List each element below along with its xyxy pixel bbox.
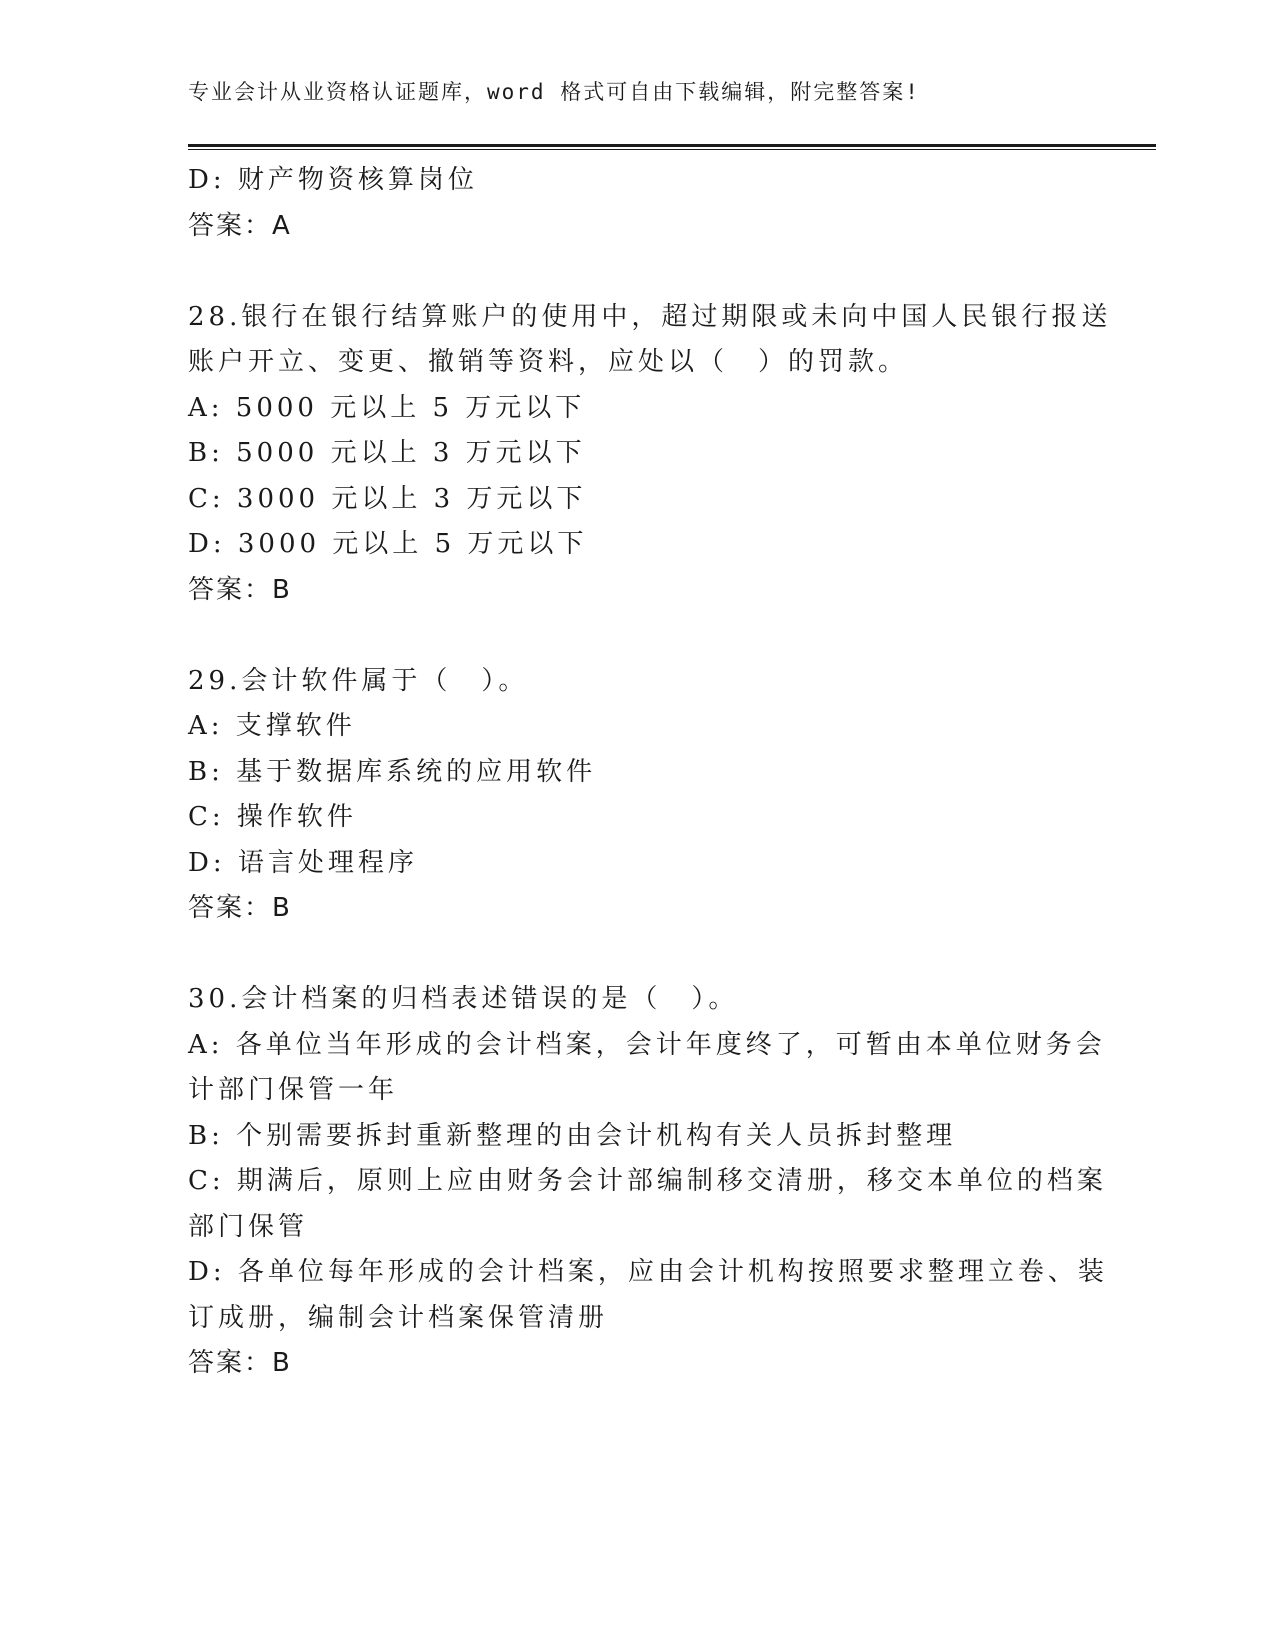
option-d: D: 各单位每年形成的会计档案，应由会计机构按照要求整理立卷、装 — [188, 1257, 1108, 1287]
option-c: C: 3000 元以上 3 万元以下 — [188, 483, 587, 514]
question-text-cont: 账户开立、变更、撤销等资料，应处以（ ）的罚款。 — [188, 347, 909, 377]
option-d: D: 3000 元以上 5 万元以下 — [188, 529, 588, 559]
spacer — [188, 613, 1088, 659]
spacer — [188, 249, 1088, 295]
answer: 答案：B — [188, 893, 292, 923]
option-d: D: 语言处理程序 — [188, 847, 418, 878]
page-header: 专业会计从业资格认证题库，word 格式可自由下载编辑，附完整答案! — [188, 80, 920, 104]
option-d: D: 财产物资核算岗位 — [188, 165, 478, 195]
option-c-cont: 部门保管 — [188, 1211, 309, 1242]
question-text: 28.银行在银行结算账户的使用中，超过期限或未向中国人民银行报送 — [188, 301, 1112, 332]
option-b: B: 5000 元以上 3 万元以下 — [188, 438, 586, 468]
header-divider — [188, 144, 1156, 150]
header-divider-thin — [188, 149, 1156, 150]
option-b: B: 基于数据库系统的应用软件 — [188, 756, 597, 787]
question-28 — [188, 295, 1112, 614]
header-divider-thick — [188, 144, 1156, 147]
option-b: B: 个别需要拆封重新整理的由会计机构有关人员拆封整理 — [188, 1120, 957, 1151]
answer: 答案：B — [188, 574, 292, 605]
answer: 答案：B — [188, 1348, 292, 1378]
spacer — [188, 932, 1088, 978]
option-a: A: 支撑软件 — [188, 711, 356, 741]
question-text: 29.会计软件属于（ ）。 — [188, 665, 529, 696]
option-c: C: 操作软件 — [188, 802, 357, 832]
question-30 — [188, 977, 1108, 1387]
answer: 答案：A — [188, 210, 292, 241]
option-a: A: 各单位当年形成的会计档案，会计年度终了，可暂由本单位财务会 — [188, 1029, 1106, 1060]
question-list — [188, 158, 1112, 1387]
option-a-cont: 计部门保管一年 — [188, 1075, 399, 1105]
question-text: 30.会计档案的归档表述错误的是（ ）。 — [188, 984, 739, 1014]
option-a: A: 5000 元以上 5 万元以下 — [188, 392, 586, 423]
question-29 — [188, 659, 1088, 932]
option-c: C: 期满后，原则上应由财务会计部编制移交清册，移交本单位的档案 — [188, 1166, 1107, 1196]
option-d-cont: 订成册，编制会计档案保管清册 — [188, 1302, 609, 1333]
